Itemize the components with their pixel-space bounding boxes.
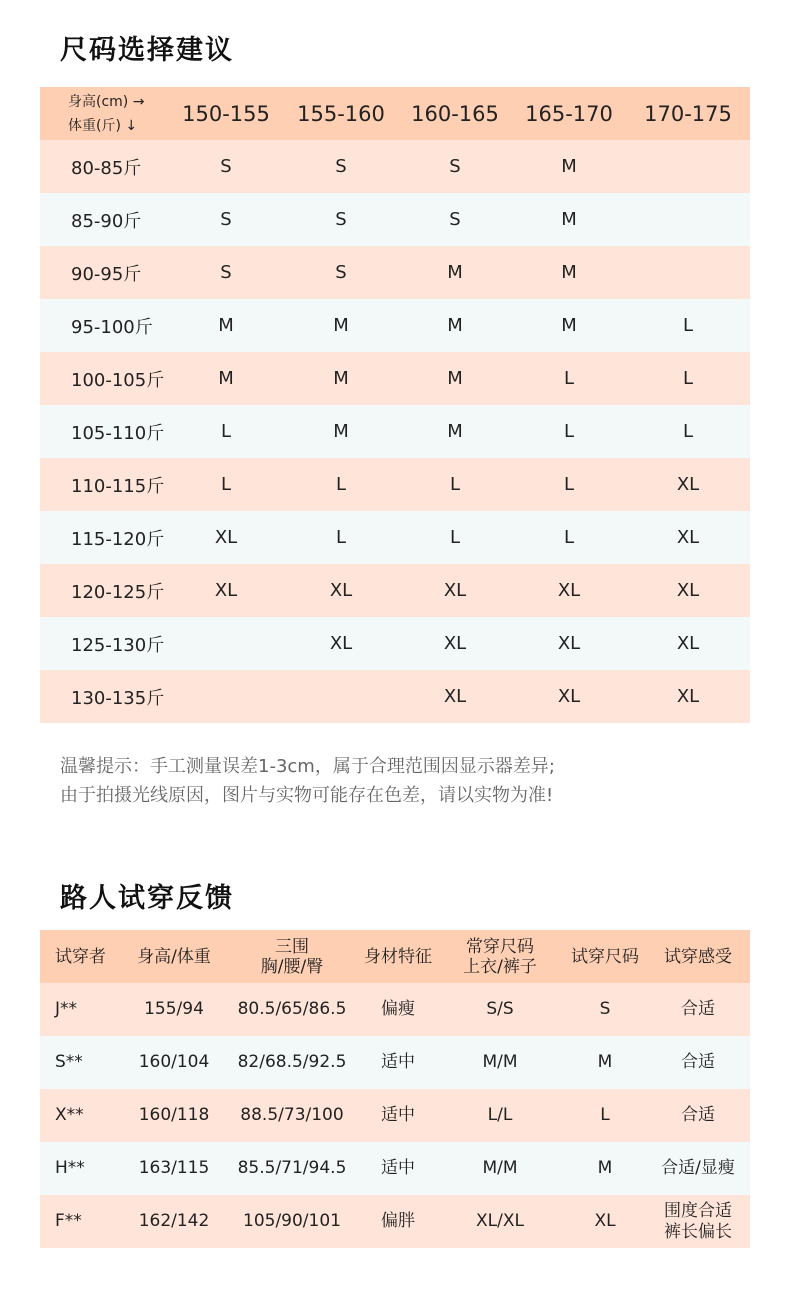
feedback-header-cell xyxy=(436,930,564,983)
size-cell: XL xyxy=(443,580,467,601)
fit-feeling-cell xyxy=(646,1036,750,1089)
size-cell: XL xyxy=(676,474,700,495)
size-cell: L xyxy=(335,527,347,548)
size-cell: S xyxy=(335,209,347,230)
usual-size-cell: L/L xyxy=(487,1105,513,1125)
header-sublabel: 胸/腰/臀 xyxy=(260,956,324,977)
size-cell: M xyxy=(333,368,349,389)
fit-feeling-line: 围度合适 xyxy=(664,1200,732,1221)
size-cell: M xyxy=(447,421,463,442)
size-cell: M xyxy=(561,315,577,336)
size-cell: XL xyxy=(676,580,700,601)
size-cell: XL xyxy=(443,633,467,654)
body-type-cell: 偏胖 xyxy=(381,1211,415,1231)
size-cell: XL xyxy=(676,633,700,654)
size-cell: L xyxy=(449,527,461,548)
body-type-cell: 适中 xyxy=(381,1105,415,1125)
size-cell: XL xyxy=(557,633,581,654)
size-cell: L xyxy=(563,368,575,389)
size-cell xyxy=(168,670,284,723)
weight-range-cell: 130-135斤 xyxy=(71,687,165,709)
fit-feeling-line: 合适 xyxy=(681,1105,715,1125)
size-cell: XL xyxy=(329,580,353,601)
size-chart-row xyxy=(40,405,750,458)
size-cell: L xyxy=(563,474,575,495)
weight-range-cell: 80-85斤 xyxy=(71,157,142,179)
feedback-header-cell xyxy=(40,930,124,983)
tried-size-cell: XL xyxy=(594,1211,616,1231)
header-label: 常穿尺码 xyxy=(466,936,534,957)
tester-cell: S** xyxy=(55,1052,83,1072)
weight-axis-label: 体重(斤) ↓ xyxy=(68,117,138,134)
measurements-cell: 105/90/101 xyxy=(243,1211,341,1231)
size-chart-row xyxy=(40,193,750,246)
tried-size-cell: M xyxy=(597,1158,613,1178)
size-cell: S xyxy=(220,209,232,230)
size-cell: M xyxy=(561,156,577,177)
size-chart-row xyxy=(40,617,750,670)
feedback-title: 路人试穿反馈 xyxy=(60,883,234,914)
measurements-cell: 82/68.5/92.5 xyxy=(237,1052,347,1072)
tips-line: 温馨提示：手工测量误差1-3cm，属于合理范围因显示器差异; xyxy=(60,756,555,777)
size-cell: L xyxy=(449,474,461,495)
size-cell: M xyxy=(561,209,577,230)
size-cell: XL xyxy=(443,686,467,707)
height-header: 150-155 xyxy=(182,101,270,126)
tried-size-cell: L xyxy=(600,1105,610,1125)
size-cell xyxy=(168,617,284,670)
fit-feeling-line: 合适 xyxy=(681,1052,715,1072)
size-cell: L xyxy=(682,368,694,389)
size-guide-title: 尺码选择建议 xyxy=(60,35,234,66)
size-cell: XL xyxy=(214,527,238,548)
feedback-header-cell xyxy=(360,930,436,983)
size-cell: M xyxy=(333,315,349,336)
measurements-cell: 80.5/65/86.5 xyxy=(237,999,347,1019)
tips-note xyxy=(60,752,555,810)
size-cell: L xyxy=(563,421,575,442)
header-label: 身高/体重 xyxy=(137,946,211,967)
size-cell: XL xyxy=(557,686,581,707)
height-weight-cell: 163/115 xyxy=(138,1158,210,1178)
fit-feeling-line: 裤长偏长 xyxy=(664,1221,732,1242)
size-cell: L xyxy=(563,527,575,548)
feedback-row xyxy=(40,983,750,1036)
size-chart-row xyxy=(40,511,750,564)
weight-range-cell: 105-110斤 xyxy=(71,422,165,444)
size-chart-row xyxy=(40,140,750,193)
header-label: 身材特征 xyxy=(364,946,432,967)
usual-size-cell: S/S xyxy=(486,999,514,1019)
size-chart-table xyxy=(40,87,750,723)
size-cell xyxy=(626,246,750,299)
header-label: 试穿感受 xyxy=(664,946,732,967)
fit-feeling-cell xyxy=(646,1195,750,1248)
size-cell: L xyxy=(682,421,694,442)
weight-range-cell: 100-105斤 xyxy=(71,369,165,391)
height-weight-cell: 162/142 xyxy=(138,1211,210,1231)
size-cell: S xyxy=(335,262,347,283)
size-chart-row xyxy=(40,564,750,617)
body-type-cell: 偏瘦 xyxy=(381,999,415,1019)
size-cell: L xyxy=(220,421,232,442)
size-cell: M xyxy=(218,315,234,336)
header-label: 试穿者 xyxy=(55,946,106,967)
feedback-header-cell xyxy=(124,930,224,983)
feedback-row xyxy=(40,1142,750,1195)
usual-size-cell: M/M xyxy=(482,1052,518,1072)
fit-feeling-line: 合适/显瘦 xyxy=(661,1158,735,1178)
height-header: 160-165 xyxy=(411,101,499,126)
size-cell: M xyxy=(447,368,463,389)
size-cell: M xyxy=(561,262,577,283)
size-cell: XL xyxy=(676,527,700,548)
size-cell xyxy=(284,670,398,723)
size-chart-header-row xyxy=(40,87,750,140)
body-type-cell: 适中 xyxy=(381,1158,415,1178)
size-cell: XL xyxy=(676,686,700,707)
height-header: 170-175 xyxy=(644,101,732,126)
height-header: 155-160 xyxy=(297,101,385,126)
size-chart-row xyxy=(40,352,750,405)
size-cell xyxy=(626,193,750,246)
size-cell: S xyxy=(220,262,232,283)
height-weight-cell: 160/104 xyxy=(138,1052,210,1072)
size-cell: L xyxy=(220,474,232,495)
size-chart-row xyxy=(40,246,750,299)
size-chart-row xyxy=(40,458,750,511)
tester-cell: H** xyxy=(55,1158,85,1178)
fitting-feedback-table xyxy=(40,930,750,1248)
header-label: 三围 xyxy=(275,936,309,957)
header-sublabel: 上衣/裤子 xyxy=(463,956,537,977)
feedback-header-cell xyxy=(646,930,750,983)
fit-feeling-cell xyxy=(646,1142,750,1195)
size-cell: M xyxy=(333,421,349,442)
weight-range-cell: 85-90斤 xyxy=(71,210,142,232)
height-axis-label: 身高(cm) → xyxy=(68,93,145,110)
header-label: 试穿尺码 xyxy=(571,946,639,967)
tester-cell: J** xyxy=(55,999,78,1019)
usual-size-cell: XL/XL xyxy=(476,1211,524,1231)
size-cell: M xyxy=(447,262,463,283)
size-cell: S xyxy=(335,156,347,177)
tried-size-cell: M xyxy=(597,1052,613,1072)
tester-cell: X** xyxy=(55,1105,84,1125)
size-cell: M xyxy=(218,368,234,389)
axis-corner-cell xyxy=(40,87,168,140)
height-header: 165-170 xyxy=(525,101,613,126)
weight-range-cell: 110-115斤 xyxy=(71,475,165,497)
size-cell: L xyxy=(682,315,694,336)
tried-size-cell: S xyxy=(599,999,611,1019)
size-chart-row xyxy=(40,299,750,352)
feedback-row xyxy=(40,1089,750,1142)
feedback-header-cell xyxy=(224,930,360,983)
tips-line: 由于拍摄光线原因，图片与实物可能存在色差，请以实物为准! xyxy=(60,785,554,806)
fit-feeling-cell xyxy=(646,983,750,1036)
usual-size-cell: M/M xyxy=(482,1158,518,1178)
size-cell: S xyxy=(220,156,232,177)
body-type-cell: 适中 xyxy=(381,1052,415,1072)
size-cell xyxy=(626,140,750,193)
weight-range-cell: 90-95斤 xyxy=(71,263,142,285)
feedback-row xyxy=(40,1195,750,1248)
feedback-row xyxy=(40,1036,750,1089)
fit-feeling-cell xyxy=(646,1089,750,1142)
weight-range-cell: 115-120斤 xyxy=(71,528,165,550)
size-cell: L xyxy=(335,474,347,495)
size-cell: XL xyxy=(329,633,353,654)
size-cell: S xyxy=(449,209,461,230)
height-weight-cell: 155/94 xyxy=(144,999,204,1019)
weight-range-cell: 95-100斤 xyxy=(71,316,153,338)
tester-cell: F** xyxy=(55,1211,82,1231)
size-cell: XL xyxy=(557,580,581,601)
size-cell: M xyxy=(447,315,463,336)
measurements-cell: 88.5/73/100 xyxy=(240,1105,344,1125)
feedback-header-row xyxy=(40,930,750,983)
weight-range-cell: 120-125斤 xyxy=(71,581,165,603)
weight-range-cell: 125-130斤 xyxy=(71,634,165,656)
measurements-cell: 85.5/71/94.5 xyxy=(237,1158,347,1178)
size-chart-row xyxy=(40,670,750,723)
height-weight-cell: 160/118 xyxy=(138,1105,210,1125)
feedback-header-cell xyxy=(564,930,646,983)
size-cell: S xyxy=(449,156,461,177)
fit-feeling-line: 合适 xyxy=(681,999,715,1019)
size-cell: XL xyxy=(214,580,238,601)
